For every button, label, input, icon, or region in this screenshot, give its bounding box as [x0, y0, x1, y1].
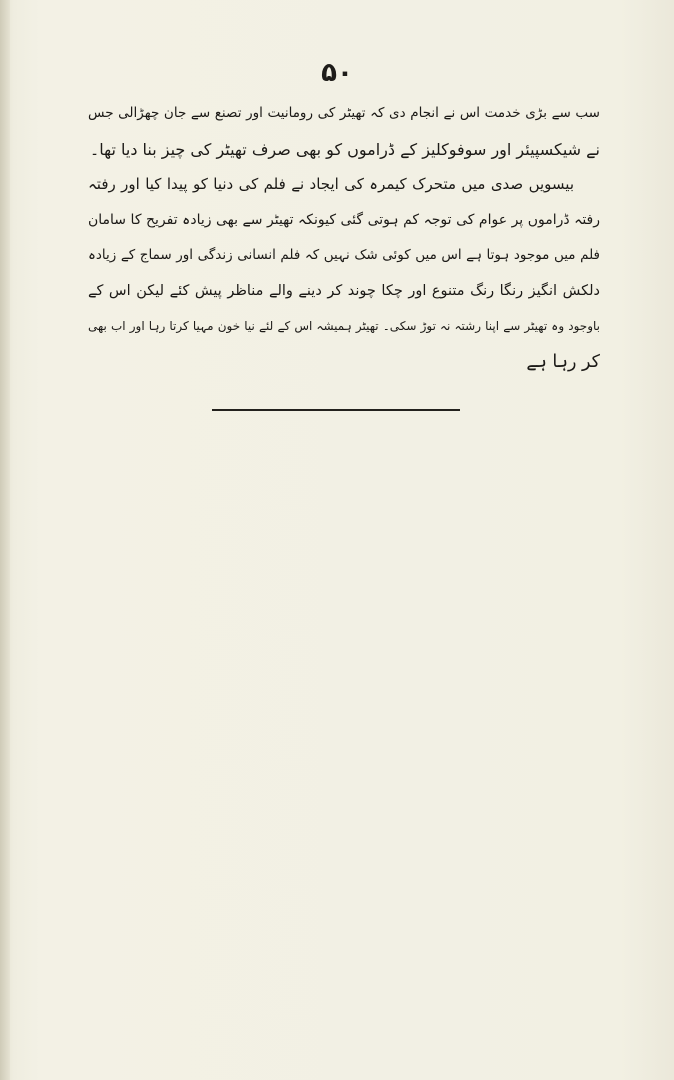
text-line-6: دلکش انگیز رنگا رنگ متنوع اور چکا چوند کر دینے والے مناظر پیش کئے لیکن اس کے	[88, 282, 600, 299]
body-paragraphs	[88, 96, 600, 380]
text-line-1: سب سے بڑی خدمت اس نے انجام دی کہ تھیٹر کی رومانیت اور تصنع سے جان چھڑالی جس	[88, 105, 600, 121]
text-line-7: باوجود وہ تھیٹر سے اپنا رشتہ نہ توڑ سکی۔ تھیٹر ہمیشہ اس کے لئے نیا خون مہیا کرتا رہا اور اب بھی	[88, 319, 600, 333]
text-line-3: بیسویں صدی میں متحرک کیمرہ کی ایجاد نے فلم کی دنیا کو پیدا کیا اور رفتہ	[88, 175, 574, 193]
text-line-5: فلم میں موجود ہوتا ہے اس میں کوئی شک نہیں کہ فلم انسانی زندگی اور سماج کے زیادہ	[88, 247, 600, 263]
text-line-4: رفتہ ڈراموں پر عوام کی توجہ کم ہوتی گئی کیونکہ تھیٹر سے بھی زیادہ تفریح کا سامان	[88, 211, 600, 228]
text-line-2: نے شیکسپیئر اور سوفوکلیز کے ڈراموں کو بھی صرف تھیٹر کی چیز بنا دیا تھا۔	[89, 139, 600, 159]
page-gutter-shadow	[0, 0, 10, 1080]
page-number: ۵۰	[321, 58, 353, 88]
section-divider-rule	[212, 409, 460, 411]
text-line-8: کر رہا ہے	[526, 351, 600, 372]
